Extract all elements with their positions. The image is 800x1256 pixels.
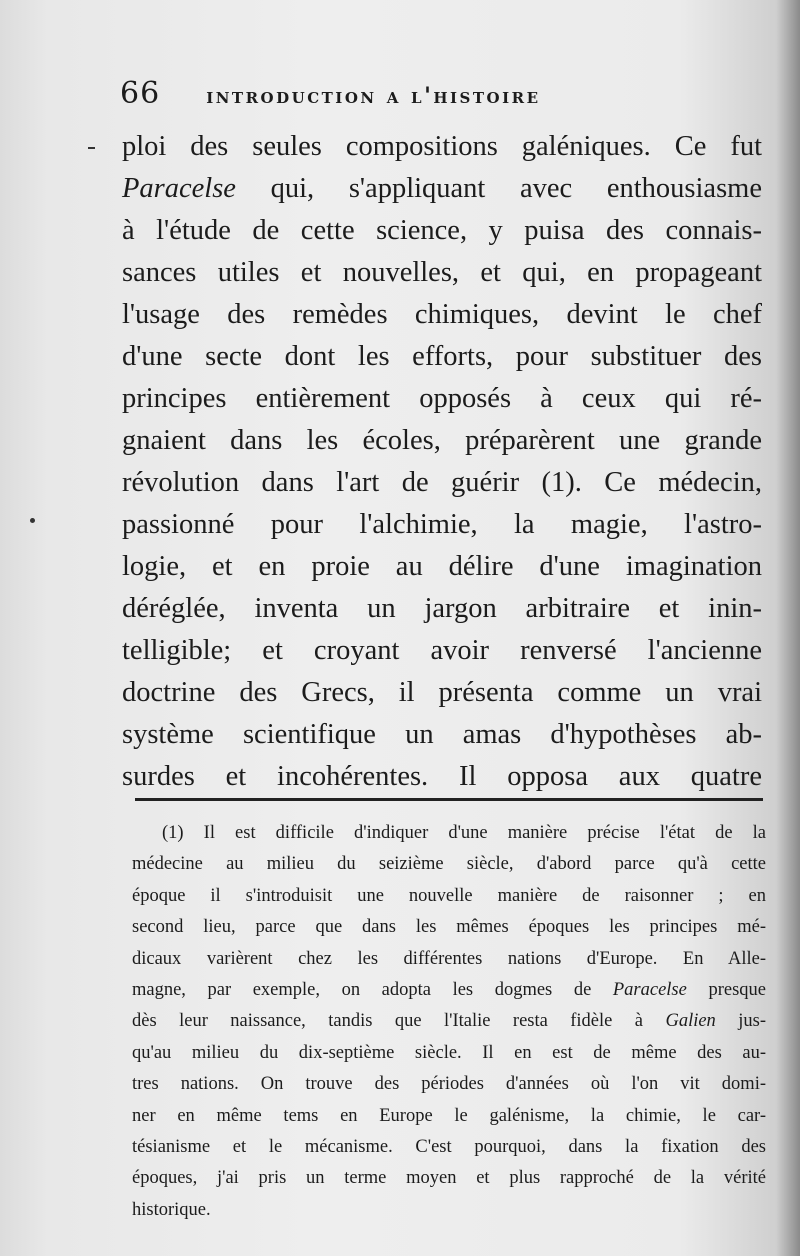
footnote-line: époques, j'ai pris un terme moyen et plus rapproché de la vérité — [132, 1168, 766, 1189]
italic-name: Galien — [665, 1011, 716, 1032]
body-line: à l'étude de cette science, y puisa des connais- — [122, 215, 762, 246]
body-line-rest: qui, s'appliquant avec enthousiasme — [235, 173, 762, 204]
footnote-line-rest: jus- — [715, 1011, 766, 1032]
body-line: sances utiles et nouvelles, et qui, en propageant — [122, 257, 762, 288]
footnote-line-rest: presque — [686, 980, 766, 1001]
body-line: déréglée, inventa un jargon arbitraire et inin- — [122, 593, 762, 624]
footnote-line: médecine au milieu du seizième siècle, d'abord parce qu'à cette — [132, 854, 766, 875]
body-line: logie, et en proie au délire d'une imagination — [122, 551, 762, 582]
body-line: révolution dans l'art de guérir (1). Ce médecin, — [122, 467, 762, 498]
footnote-line: (1) Il est difficile d'indiquer d'une manière précise l'état de la — [162, 823, 766, 843]
page-header — [120, 76, 760, 111]
footnote-line: dicaux varièrent chez les différentes nations d'Europe. En Alle- — [132, 948, 766, 969]
body-line: doctrine des Grecs, il présenta comme un vrai — [122, 677, 762, 708]
footnote-line: ner en même tems en Europe le galénisme, la chimie, le car- — [132, 1105, 766, 1126]
body-line: passionné pour l'alchimie, la magie, l'astro- — [122, 509, 762, 540]
footnote-line: second lieu, parce que dans les mêmes époques les principes mé- — [132, 917, 766, 938]
page-number: 66 — [120, 76, 161, 111]
footnote — [132, 818, 766, 1226]
body-line — [122, 168, 762, 210]
footnote-line — [132, 975, 766, 1006]
italic-name: Paracelse — [612, 980, 687, 1001]
margin-dot — [30, 518, 35, 523]
body-text — [122, 126, 762, 798]
footnote-line: époque il s'introduisit une nouvelle manière de raisonner ; en — [132, 885, 766, 906]
body-line: surdes et incohérentes. Il opposa aux quatre — [122, 761, 762, 792]
footnote-line — [132, 1006, 766, 1037]
margin-mark — [88, 147, 95, 149]
footnote-line-pre: dès leur naissance, tandis que l'Italie resta fidèle à — [132, 1011, 666, 1032]
body-line: d'une secte dont les efforts, pour substituer des — [122, 341, 762, 372]
body-line: ploi des seules compositions galéniques. Ce fut — [122, 131, 762, 162]
italic-name: Paracelse — [122, 173, 236, 204]
body-line: telligible; et croyant avoir renversé l'ancienne — [122, 635, 762, 666]
footnote-line: tres nations. On trouve des périodes d'années où l'on vit domi- — [132, 1074, 766, 1095]
footnote-line: historique. — [132, 1199, 211, 1220]
body-line: principes entièrement opposés à ceux qui ré- — [122, 383, 762, 414]
running-title: introduction a l'histoire — [206, 83, 541, 109]
footnote-line: tésianisme et le mécanisme. C'est pourquoi, dans la fixation des — [132, 1137, 766, 1158]
footnote-rule — [135, 798, 763, 801]
body-line: système scientifique un amas d'hypothèses ab- — [122, 719, 762, 750]
footnote-line: qu'au milieu du dix-septième siècle. Il en est de même des au- — [132, 1042, 766, 1063]
body-line: gnaient dans les écoles, préparèrent une grande — [122, 425, 762, 456]
footnote-line-pre: magne, par exemple, on adopta les dogmes de — [132, 980, 613, 1001]
body-line: l'usage des remèdes chimiques, devint le chef — [122, 299, 762, 330]
